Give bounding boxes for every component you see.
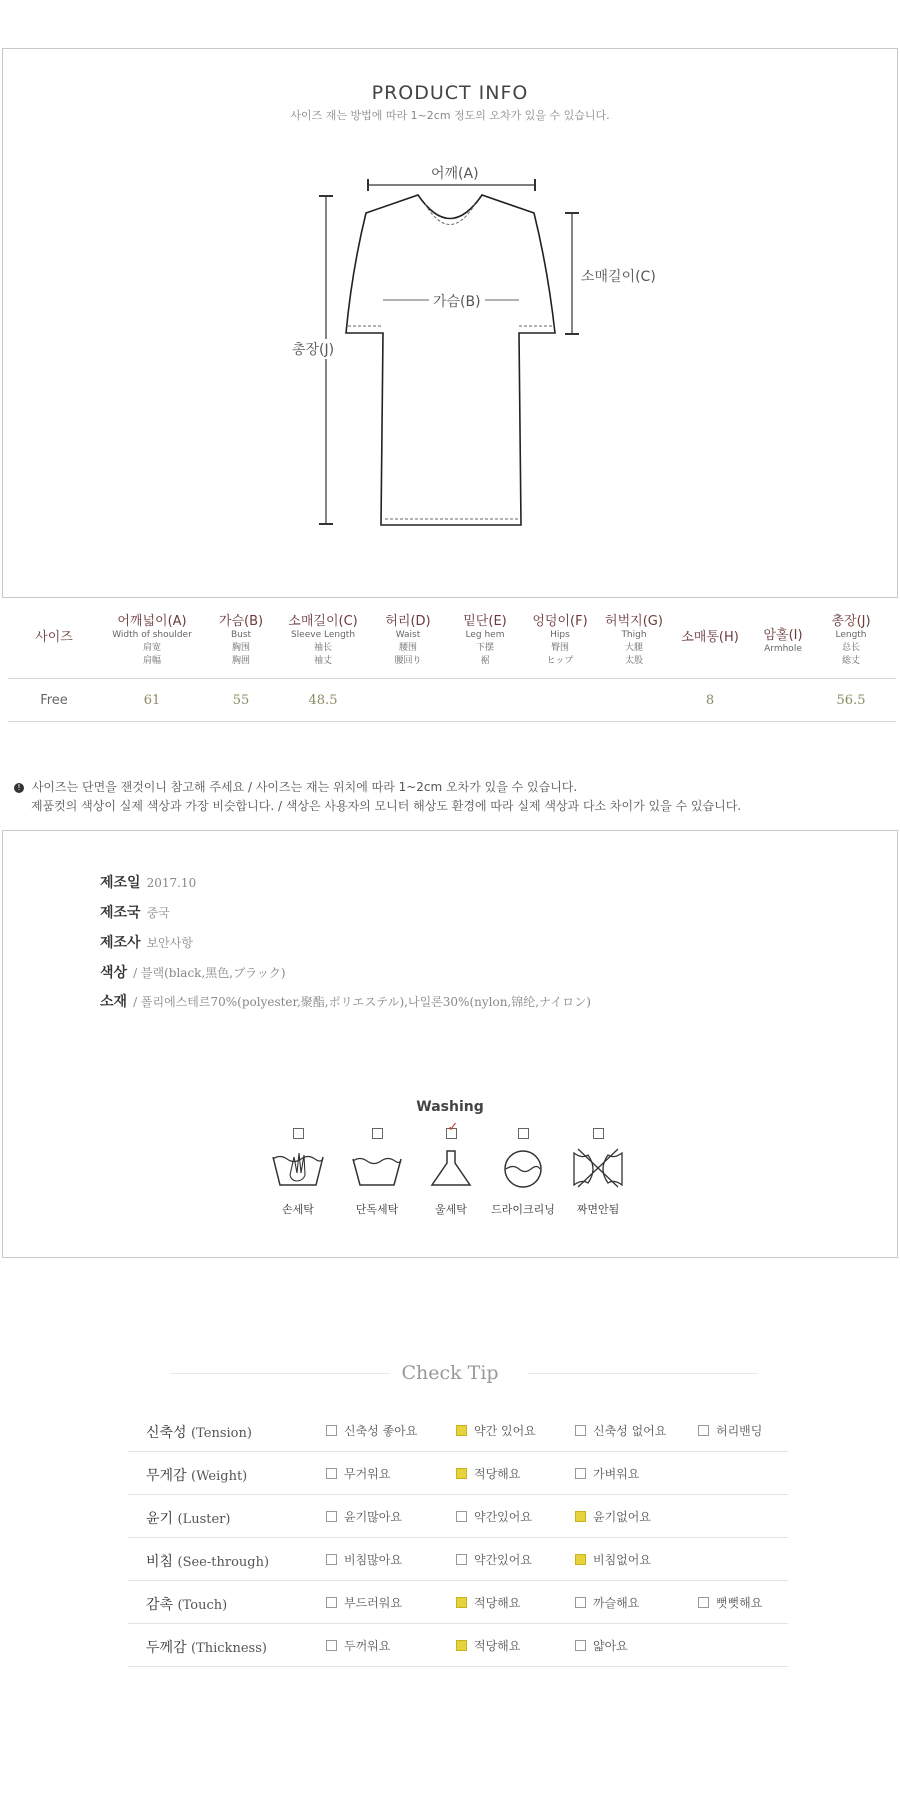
tip-row-thickness bbox=[128, 1623, 788, 1667]
tip-option: 신축성 없어요 bbox=[575, 1422, 666, 1439]
tip-row-weight bbox=[128, 1451, 788, 1495]
table-bottom-line bbox=[8, 721, 896, 722]
size-cell: Free bbox=[40, 693, 68, 708]
tip-label: 감촉 (Touch) bbox=[146, 1597, 228, 1613]
tip-row-tension bbox=[128, 1408, 788, 1452]
armhole-header: 암홀(I) Armhole bbox=[763, 628, 803, 654]
tip-label: 윤기 (Luster) bbox=[146, 1511, 231, 1527]
wash-checkbox bbox=[518, 1128, 529, 1139]
size-note-text: 사이즈는 단면을 잰것이니 참고해 주세요 / 사이즈는 재는 위치에 따라 1~2cm 오차가 있을 수 있습니다. bbox=[31, 780, 578, 794]
sleeve-length-label: 소매길이(C) bbox=[581, 266, 656, 286]
wash-separately-icon bbox=[349, 1145, 405, 1191]
shoulder-label: 어깨(A) bbox=[431, 163, 479, 183]
tip-option: 윤기많아요 bbox=[326, 1508, 402, 1525]
tip-option: 약간있어요 bbox=[456, 1508, 532, 1525]
total-length-label: 총장(J) bbox=[292, 339, 334, 359]
bust-cell: 55 bbox=[232, 693, 250, 708]
tip-option: 약간있어요 bbox=[456, 1551, 532, 1568]
check-tip-title: Check Tip bbox=[401, 1362, 499, 1384]
tip-option: 무거워요 bbox=[326, 1465, 390, 1482]
tip-option: 부드러워요 bbox=[326, 1594, 402, 1611]
tip-label: 무게감 (Weight) bbox=[146, 1468, 248, 1484]
size-header: 사이즈 bbox=[35, 630, 73, 645]
tip-label: 두께감 (Thickness) bbox=[146, 1640, 267, 1656]
sleeve-header: 소매길이(C) Sleeve Length 袖长 袖丈 bbox=[288, 614, 358, 666]
waist-header: 허리(D) Waist 腰围 腰回り bbox=[385, 614, 431, 666]
sleeve-cell: 48.5 bbox=[308, 693, 338, 708]
country-of-origin: 제조국 중국 bbox=[100, 905, 170, 921]
hips-header: 엉덩이(F) Hips 臀围 ヒップ bbox=[532, 614, 588, 666]
tip-row-see-through bbox=[128, 1537, 788, 1581]
manufacture-date: 제조일 2017.10 bbox=[100, 875, 197, 891]
manufacturer: 제조사 보안사항 bbox=[100, 935, 193, 951]
color-note: 제품컷의 색상이 실제 색상과 가장 비슷합니다. / 색상은 사용자의 모니터 해상도 환경에 따라 실제 색상과 다소 차이가 있을 수 있습니다. bbox=[31, 799, 742, 813]
wool-wash-icon bbox=[423, 1145, 479, 1191]
wash-option-wool: ✓ 울세탁 bbox=[416, 1128, 486, 1217]
product-info-title: PRODUCT INFO bbox=[371, 82, 529, 104]
material-spec: 소재 / 폴리에스테르70%(polyester,聚酯,ポリエステル),나일론30%(nylon,锦纶,ナイロン) bbox=[100, 994, 591, 1010]
tip-label: 비침 (See-through) bbox=[146, 1554, 270, 1570]
do-not-wring-icon bbox=[570, 1145, 626, 1191]
wash-option-dry-clean: 드라이크리닝 bbox=[488, 1128, 558, 1217]
size-note bbox=[14, 778, 577, 795]
tip-option: 가벼워요 bbox=[575, 1465, 639, 1482]
tip-option: 허리밴딩 bbox=[698, 1422, 762, 1439]
tip-option: 까슬해요 bbox=[575, 1594, 639, 1611]
tip-row-luster bbox=[128, 1494, 788, 1538]
tip-option-selected: 비침없어요 bbox=[575, 1551, 651, 1568]
tip-label: 신축성 (Tension) bbox=[146, 1425, 252, 1441]
tip-option: 신축성 좋아요 bbox=[326, 1422, 417, 1439]
shoulder-cell: 61 bbox=[143, 693, 161, 708]
wash-checkbox bbox=[593, 1128, 604, 1139]
tip-option: 뻣뻣해요 bbox=[698, 1594, 762, 1611]
wash-checkbox-checked bbox=[446, 1128, 457, 1139]
bust-label: 가슴(B) bbox=[429, 291, 485, 311]
sleeve-width-header: 소매통(H) bbox=[681, 630, 739, 645]
dry-clean-icon bbox=[495, 1145, 551, 1191]
table-divider bbox=[8, 678, 896, 679]
wash-option-separate: 단독세탁 bbox=[342, 1128, 412, 1217]
sleeve-width-cell: 8 bbox=[705, 693, 715, 708]
washing-title: Washing bbox=[416, 1099, 484, 1115]
tip-option-selected: 적당해요 bbox=[456, 1594, 520, 1611]
wash-checkbox bbox=[293, 1128, 304, 1139]
tip-option: 두꺼워요 bbox=[326, 1637, 390, 1654]
tip-option-selected: 적당해요 bbox=[456, 1637, 520, 1654]
tshirt-diagram bbox=[0, 150, 900, 540]
wash-option-no-wring: 짜면안됨 bbox=[563, 1128, 633, 1217]
tip-option-selected: 윤기없어요 bbox=[575, 1508, 651, 1525]
tip-option-selected: 약간 있어요 bbox=[456, 1422, 536, 1439]
length-header: 총장(J) Length 总长 総丈 bbox=[831, 614, 871, 666]
thigh-header: 허벅지(G) Thigh 大腿 太股 bbox=[605, 614, 663, 666]
wash-checkbox bbox=[372, 1128, 383, 1139]
hand-wash-icon bbox=[270, 1145, 326, 1191]
tip-option-selected: 적당해요 bbox=[456, 1465, 520, 1482]
bust-header: 가슴(B) Bust 胸围 胸囲 bbox=[218, 614, 264, 666]
tip-option: 비침많아요 bbox=[326, 1551, 402, 1568]
tip-row-touch bbox=[128, 1580, 788, 1624]
info-bullet-icon: ! bbox=[14, 783, 24, 793]
shoulder-header: 어깨넓이(A) Width of shoulder 肩宽 肩幅 bbox=[112, 614, 192, 666]
hem-header: 밑단(E) Leg hem 下摆 裾 bbox=[463, 614, 507, 666]
tip-option: 얇아요 bbox=[575, 1637, 628, 1654]
color-spec: 색상 / 블랙(black,黑色,ブラック) bbox=[100, 965, 286, 981]
product-info-subtitle: 사이즈 재는 방법에 따라 1~2cm 정도의 오차가 있을 수 있습니다. bbox=[290, 109, 610, 122]
wash-option-hand-wash: 손세탁 bbox=[263, 1128, 333, 1217]
length-cell: 56.5 bbox=[836, 693, 866, 708]
